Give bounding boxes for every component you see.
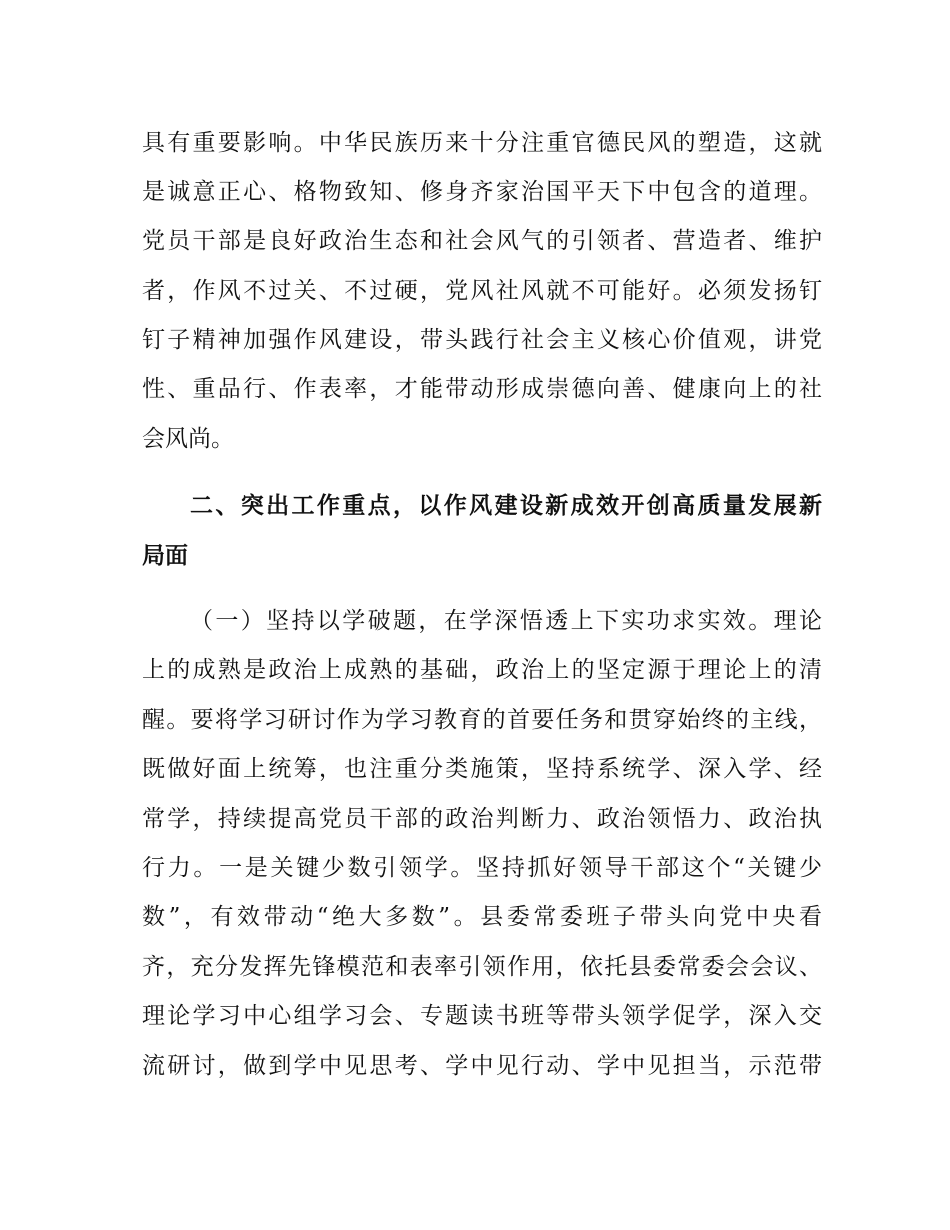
paragraph2-line-9: 理论学习中心组学习会、专题读书班等带头领学促学，深入交 [142,1003,822,1029]
paragraph2-line-1: （一）坚持以学破题，在学深悟透上下实功求实效。理论 [190,608,822,634]
paragraph2-line-8: 齐，充分发挥先锋模范和表率引领作用，依托县委常委会会议、 [142,954,822,980]
paragraph1-line-3: 党员干部是良好政治生态和社会风气的引领者、营造者、维护 [142,228,822,254]
paragraph1-line-6: 性、重品行、作表率，才能带动形成崇德向善、健康向上的社 [142,376,822,402]
paragraph1-line-1: 具有重要影响。中华民族历来十分注重官德民风的塑造，这就 [142,130,822,156]
paragraph2-line-3: 醒。要将学习研讨作为学习教育的首要任务和贯穿始终的主线， [142,707,822,733]
paragraph2-line-5: 常学，持续提高党员干部的政治判断力、政治领悟力、政治执 [142,806,822,832]
paragraph2-line-4: 既做好面上统筹，也注重分类施策，坚持系统学、深入学、经 [142,756,822,782]
paragraph1-line-4: 者，作风不过关、不过硬，党风社风就不可能好。必须发扬钉 [142,278,822,304]
section-heading-line-1: 二、突出工作重点，以作风建设新成效开创高质量发展新 [190,493,822,519]
paragraph1-line-2: 是诚意正心、格物致知、修身齐家治国平天下中包含的道理。 [142,179,822,205]
section-heading-line-2: 局面 [142,543,188,569]
paragraph2-line-6: 行力。一是关键少数引领学。坚持抓好领导干部这个“关键少 [142,855,822,881]
paragraph2-line-7: 数”，有效带动“绝大多数”。县委常委班子带头向党中央看 [142,904,822,930]
paragraph1-line-7: 会风尚。 [142,426,234,452]
paragraph2-line-2: 上的成熟是政治上成熟的基础，政治上的坚定源于理论上的清 [142,657,822,683]
paragraph1-line-5: 钉子精神加强作风建设，带头践行社会主义核心价值观，讲党 [142,327,822,353]
paragraph2-line-10: 流研讨，做到学中见思考、学中见行动、学中见担当，示范带 [142,1053,822,1079]
